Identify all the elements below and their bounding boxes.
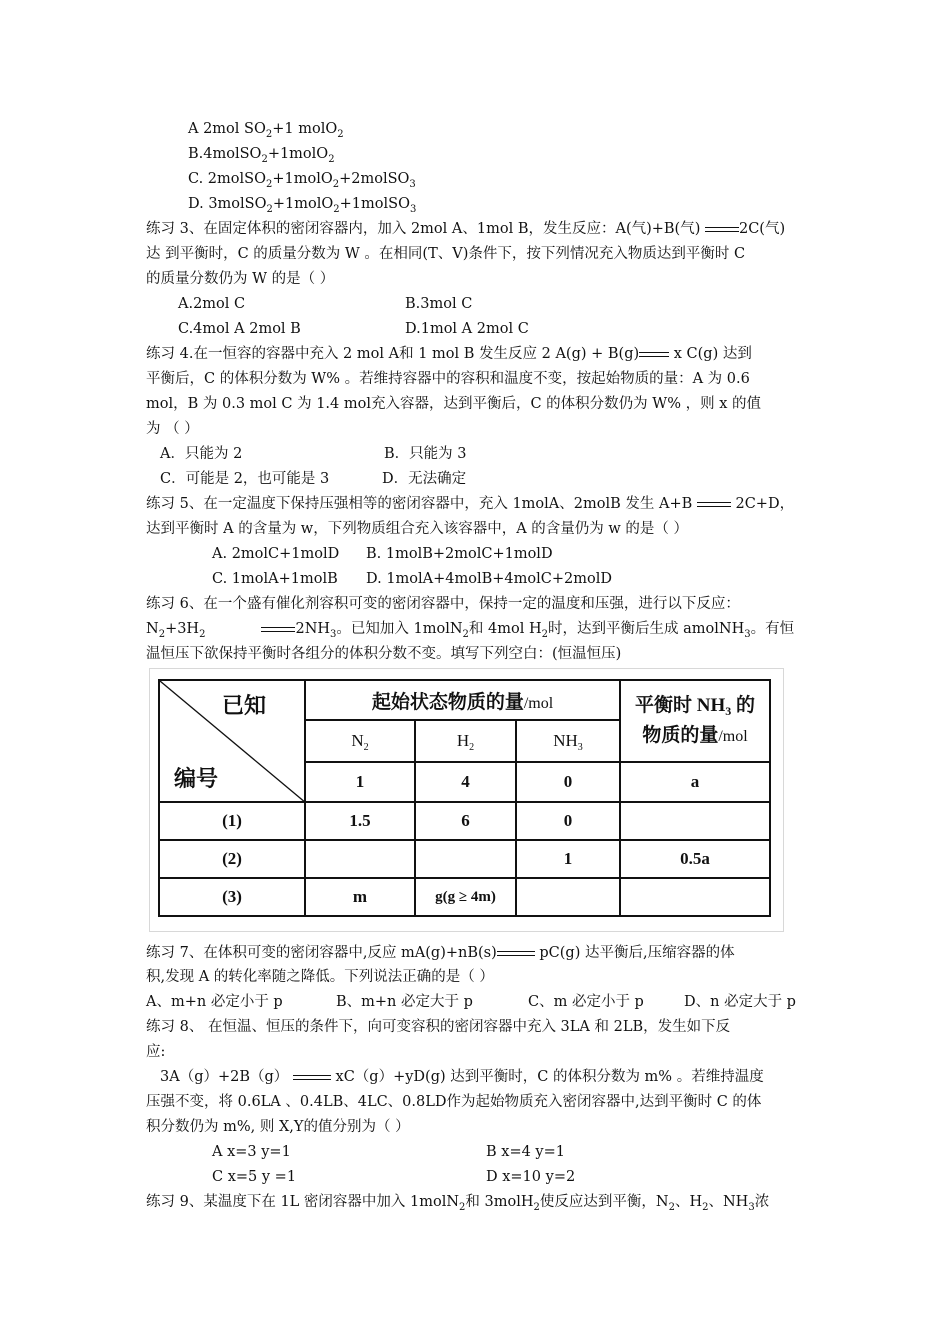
exercise-4-option-d: D．无法确定 (382, 471, 467, 487)
cell-h2 (415, 840, 516, 878)
start-amount-header: 起始状态物质的量/mol (305, 680, 620, 720)
data-table-image (149, 668, 784, 932)
equilibrium-arrow-icon (639, 349, 669, 359)
exercise-7-option-c: C、m 必定小于 p (528, 994, 644, 1010)
exercise-5-option-d: D. 1molA+4molB+4molC+2molD (366, 571, 612, 587)
exercise-6-line-2: $N_2+3H_2$ $2NH_3$。已知加入 1molN$_2$和 4mol $H_2$时，达到平衡后生成 amolNH$_3$。有恒 (146, 621, 795, 640)
option-line-c: C. 2molSO$_2$+1molO$_2$+2molSO$_3$ (188, 171, 416, 190)
equilibrium-arrow-icon (497, 948, 535, 958)
exercise-3-option-a: A.2mol C (178, 296, 246, 312)
exercise-8-line-4: 压强不变，将 0.6LA 、0.4LB、4LC、0.8LD作为起始物质充入密闭容器中,达到平衡时 C 的体 (146, 1094, 762, 1110)
exercise-9-line-1: 练习 9、某温度下在 1L 密闭容器中加入 1molN$_2$和 3molH$_2$使反应达到平衡，$N_2$、$H_2$、$NH_3$浓 (146, 1194, 770, 1213)
exercise-5-line-1: 练习 5、在一定温度下保持压强相等的密闭容器中，充入 1molA、2molB 发生 A+B 2C+D， (146, 496, 795, 512)
exercise-8-option-b: B x=4 y=1 (486, 1144, 565, 1160)
exercise-4-line-2: 平衡后，C 的体积分数为 W% 。若维持容器中的容积和温度不变，按起始物质的量：A 为 0.6 (146, 371, 750, 387)
exercise-7-line-2: 积,发现 A 的转化率随之降低。下列说法正确的是（ ） (146, 969, 494, 985)
cell-n2 (305, 840, 415, 878)
exercise-6-line-1: 练习 6、在一个盛有催化剂容积可变的密闭容器中，保持一定的温度和压强，进行以下反应： (146, 596, 740, 612)
cell-label: (3) (159, 878, 305, 916)
cell-eq (620, 802, 770, 840)
equilibrium-arrow-icon (261, 624, 295, 634)
cell-h2: 4 (415, 762, 516, 802)
cell-n2: 1.5 (305, 802, 415, 840)
cell-label: (1) (159, 802, 305, 840)
cell-nh3: 0 (516, 762, 620, 802)
exercise-5-line-2: 达到平衡时 A 的含量为 w，下列物质组合充入该容器中，A 的含量仍为 w 的是（ ） (146, 521, 689, 537)
table-row (159, 802, 770, 840)
exercise-3-option-d: D.1mol A 2mol C (405, 321, 529, 337)
exercise-5-option-c: C. 1molA+1molB (212, 571, 338, 587)
exercise-3-line-2: 达 到平衡时，C 的质量分数为 W 。在相同(T、V)条件下，按下列情况充入物质达到平衡时 C (146, 246, 746, 262)
exercise-7-option-d: D、n 必定大于 p (684, 994, 796, 1010)
cell-eq: 0.5a (620, 840, 770, 878)
exercise-7-option-a: A、m+n 必定小于 p (146, 994, 283, 1010)
exercise-8-line-2: 应: (146, 1044, 166, 1060)
option-line-a: A 2mol $SO_2+1$ molO$_2$ (188, 121, 344, 140)
exercise-8-line-5: 积分数仍为 m%, 则 X,Y的值分别为（ ） (146, 1119, 410, 1135)
exercise-3-line-1: 练习 3、在固定体积的密闭容器内，加入 2mol A、1mol B，发生反应：A(气)+B(气) 2C(气) (146, 221, 786, 237)
cell-n2: 1 (305, 762, 415, 802)
option-line-b: B.4molSO$_2$+1molO$_2$ (188, 146, 335, 165)
exercise-6-line-3: 温恒压下欲保持平衡时各组分的体积分数不变。填写下列空白：(恒温恒压) (146, 646, 622, 662)
exercise-4-line-3: mol，B 为 0.3 mol C 为 1.4 mol充入容器，达到平衡后，C 的体积分数仍为 W% ，则 x 的值 (146, 396, 761, 412)
exercise-8-option-c: C x=5 y =1 (212, 1169, 297, 1185)
cell-label: (2) (159, 840, 305, 878)
cell-nh3 (516, 878, 620, 916)
exercise-7-option-b: B、m+n 必定大于 p (336, 994, 473, 1010)
col-header-h2: $H_2$ (415, 720, 516, 762)
option-line-d: D. 3molSO$_2$+1molO$_2$+1molSO$_3$ (188, 196, 417, 215)
equilibrium-arrow-icon (697, 499, 731, 509)
exercise-3-line-3: 的质量分数仍为 W 的是（ ） (146, 271, 335, 287)
table-row (159, 878, 770, 916)
cell-n2: m (305, 878, 415, 916)
cell-eq (620, 878, 770, 916)
corner-known-label: 已知 (221, 693, 266, 718)
exercise-4-line-4: 为 （ ） (146, 421, 199, 437)
cell-h2: 6 (415, 802, 516, 840)
equilibrium-table (158, 679, 771, 917)
exercise-8-line-3: 3A（g）+2B（g） xC（g）+yD(g) 达到平衡时，C 的体积分数为 m% 。若维持温度 (160, 1069, 764, 1085)
cell-nh3: 0 (516, 802, 620, 840)
col-header-nh3: $NH_3$ (516, 720, 620, 762)
corner-number-label: 编号 (174, 766, 219, 791)
exercise-3-option-c: C.4mol A 2mol B (178, 321, 301, 337)
equilibrium-amount-header: 平衡时 $NH_3$ 的 物质的量/mol (620, 680, 770, 762)
exercise-4-option-a: A．只能为 2 (160, 446, 243, 462)
equilibrium-arrow-icon (293, 1072, 331, 1082)
exercise-7-line-1: 练习 7、在体积可变的密闭容器中,反应 mA(g)+nB(s) pC(g) 达平衡后,压缩容器的体 (146, 945, 735, 961)
cell-eq: a (620, 762, 770, 802)
equilibrium-arrow-icon (705, 224, 739, 234)
exercise-8-line-1: 练习 8、 在恒温、恒压的条件下，向可变容积的密闭容器中充入 3LA 和 2LB，发生如下反 (146, 1019, 731, 1035)
exercise-4-option-c: C．可能是 2，也可能是 3 (160, 471, 330, 487)
exercise-5-option-b: B. 1molB+2molC+1molD (366, 546, 553, 562)
exercise-4-line-1: 练习 4.在一恒容的容器中充入 2 mol A和 1 mol B 发生反应 2 A(g) + B(g) x C(g) 达到 (146, 346, 752, 362)
exercise-4-option-b: B．只能为 3 (384, 446, 467, 462)
table-row (159, 840, 770, 878)
table-corner-cell (159, 680, 305, 802)
cell-nh3: 1 (516, 840, 620, 878)
exercise-8-option-a: A x=3 y=1 (212, 1144, 291, 1160)
exercise-3-option-b: B.3mol C (405, 296, 473, 312)
exercise-8-option-d: D x=10 y=2 (486, 1169, 576, 1185)
exercise-5-option-a: A. 2molC+1molD (212, 546, 340, 562)
cell-h2: g(g ≥ 4m) (415, 878, 516, 916)
col-header-n2: $N_2$ (305, 720, 415, 762)
